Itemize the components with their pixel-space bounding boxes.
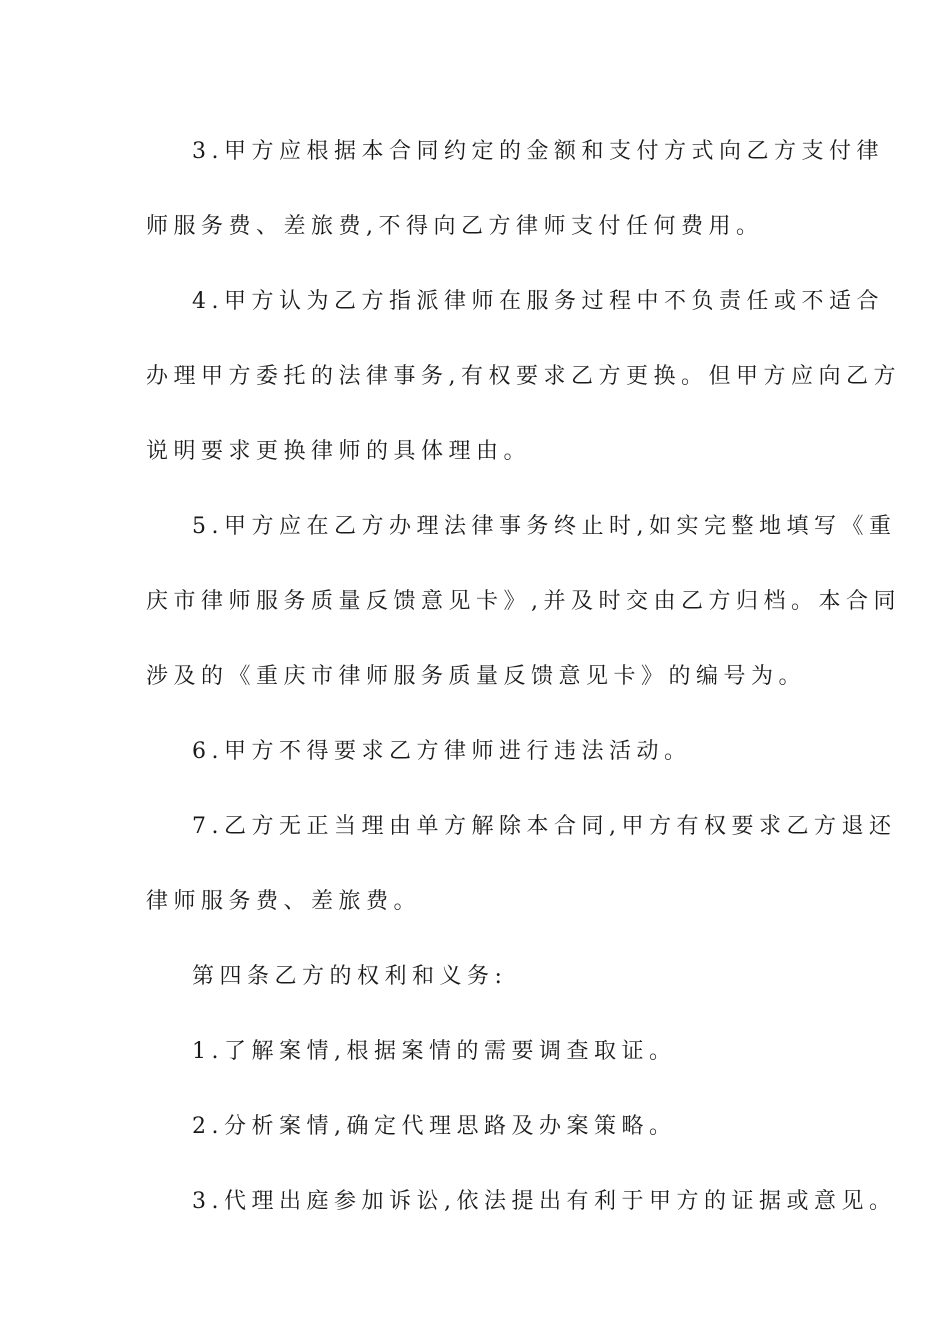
article-4-heading: 第四条乙方的权利和义务:: [192, 964, 508, 989]
duty-3-line: 3.代理出庭参加诉讼,依法提出有利于甲方的证据或意见。: [192, 1189, 897, 1214]
duty-2-line: 2.分析案情,确定代理思路及办案策略。: [192, 1114, 677, 1139]
paragraph-4-line-1: 4.甲方认为乙方指派律师在服务过程中不负责任或不适合: [192, 289, 884, 314]
paragraph-5-line-2: 庆市律师服务质量反馈意见卡》,并及时交由乙方归档。本合同: [146, 589, 901, 614]
paragraph-6-line-1: 6.甲方不得要求乙方律师进行违法活动。: [192, 739, 692, 764]
paragraph-4-line-3: 说明要求更换律师的具体理由。: [146, 439, 532, 464]
paragraph-4-line-2: 办理甲方委托的法律事务,有权要求乙方更换。但甲方应向乙方: [146, 364, 901, 389]
paragraph-3-line-1: 3.甲方应根据本合同约定的金额和支付方式向乙方支付律: [192, 139, 884, 164]
paragraph-5-line-1: 5.甲方应在乙方办理法律事务终止时,如实完整地填写《重: [192, 514, 897, 539]
paragraph-3-line-2: 师服务费、差旅费,不得向乙方律师支付任何费用。: [146, 214, 764, 239]
duty-1-line: 1.了解案情,根据案情的需要调查取证。: [192, 1039, 677, 1064]
paragraph-7-line-1: 7.乙方无正当理由单方解除本合同,甲方有权要求乙方退还: [192, 814, 897, 839]
paragraph-7-line-2: 律师服务费、差旅费。: [146, 889, 422, 914]
paragraph-5-line-3: 涉及的《重庆市律师服务质量反馈意见卡》的编号为。: [146, 664, 807, 689]
